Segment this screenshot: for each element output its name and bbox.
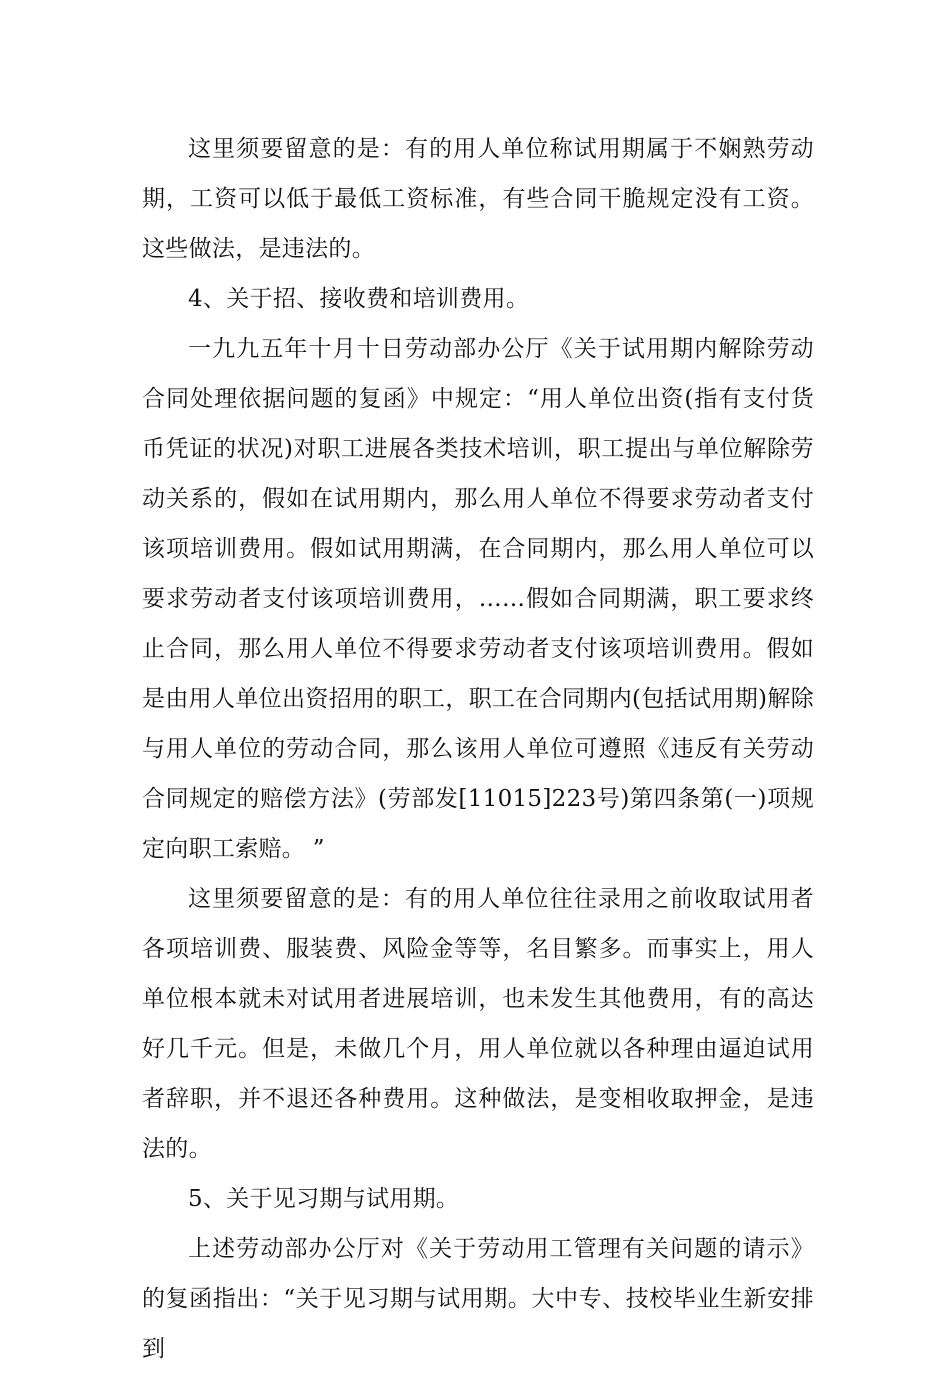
- paragraph-1: 这里须要留意的是：有的用人单位称试用期属于不娴熟劳动期，工资可以低于最低工资标准，有些合同干脆规定没有工资。这些做法，是违法的。: [142, 136, 814, 262]
- paragraph-5-heading: 5、关于见习期与试用期。: [188, 1186, 460, 1212]
- paragraph-6: 上述劳动部办公厅对《关于劳动用工管理有关问题的请示》的复函指出：“关于见习期与试用期。大中专、技校毕业生新安排到: [142, 1236, 814, 1362]
- paragraph-4: 这里须要留意的是：有的用人单位往往录用之前收取试用者各项培训费、服装费、风险金等等，名目繁多。而事实上，用人单位根本就未对试用者进展培训，也未发生其他费用，有的高达好几千元。但是，未做几个月，用人单位就以各种理由逼迫试用者辞职，并不退还各种费用。这种做法，是变相收取押金，是违法的。: [142, 886, 814, 1162]
- document-body: [142, 124, 814, 1374]
- paragraph-3: 一九九五年十月十日劳动部办公厅《关于试用期内解除劳动合同处理依据问题的复函》中规定：“用人单位出资(指有支付货币凭证的状况)对职工进展各类技术培训，职工提出与单位解除劳动关系的，假如在试用期内，那么用人单位不得要求劳动者支付该项培训费用。假如试用期满，在合同期内，那么用人单位可以要求劳动者支付该项培训费用，……假如合同期满，职工要求终止合同，那么用人单位不得要求劳动者支付该项培训费用。假如是由用人单位出资招用的职工，职工在合同期内(包括试用期)解除与用人单位的劳动合同，那么该用人单位可遵照《违反有关劳动合同规定的赔偿方法》(劳部发[11015]223号)第四条第(一)项规定向职工索赔。 ”: [142, 336, 814, 862]
- paragraph-2-heading: 4、关于招、接收费和培训费用。: [188, 286, 530, 312]
